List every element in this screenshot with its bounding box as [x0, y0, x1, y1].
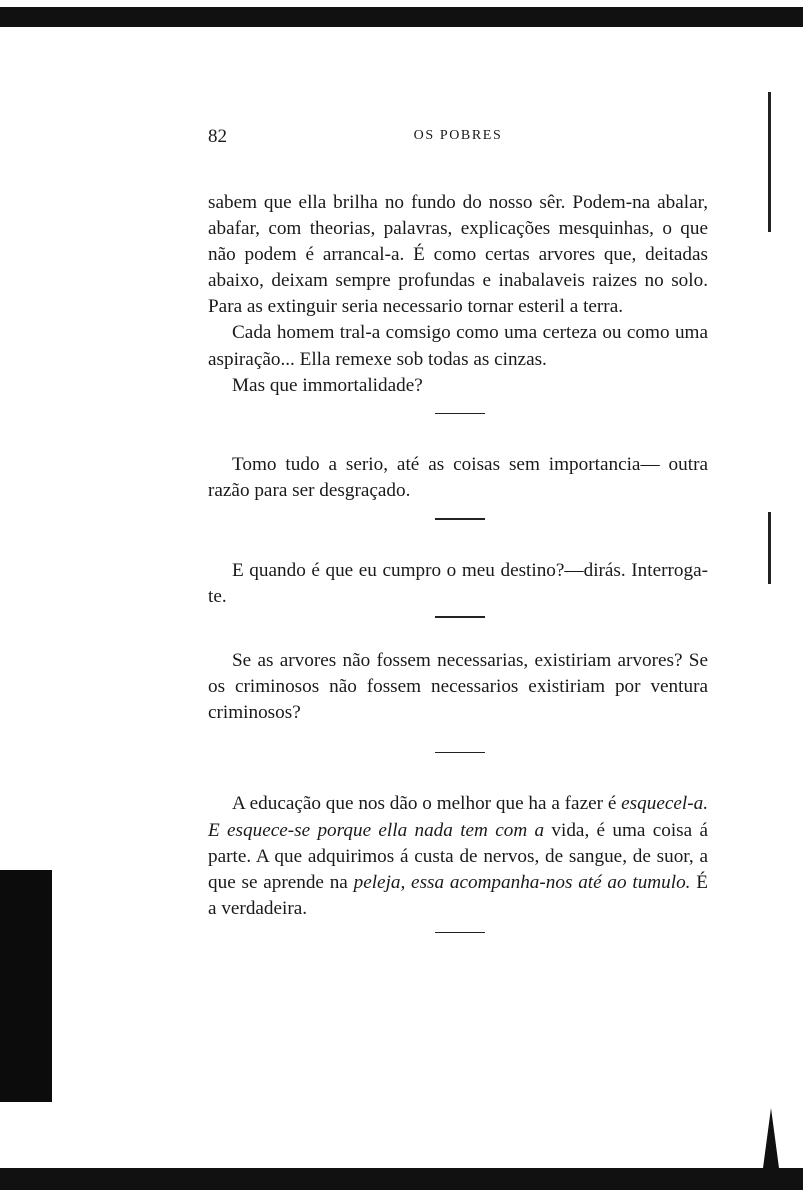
scan-edge-line: [768, 92, 771, 232]
scan-border-bottom: [0, 1168, 803, 1190]
text-run: É a verdadeira.: [208, 871, 708, 919]
page-header: [208, 126, 708, 150]
scan-border-top: [0, 7, 803, 27]
section-divider: [435, 616, 485, 618]
section-divider: [435, 413, 485, 415]
section-divider: [435, 752, 485, 754]
paragraph: Se as arvores não fossem necessarias, existiriam arvores? Se os criminosos não fossem necessarios existiriam por ventura criminosos?: [208, 649, 708, 723]
paragraph: sabem que ella brilha no fundo do nosso sêr. Podem-na abalar, abafar, com theorias, palavras, explicações mesquinhas, o que não podem é arrancal-a. É como certas arvores que, deitadas abaixo, deixam sempre profundas e inabalaveis raizes no solo. Para as extinguir seria necessario tornar esteril a terra.: [208, 192, 708, 318]
italic-run: peleja, essa acompanha-nos até ao tumulo.: [353, 871, 691, 893]
section-divider: [435, 932, 485, 934]
scan-corner-mark: [763, 1108, 779, 1168]
scan-margin-shadow: [0, 870, 52, 1102]
paragraph: Tomo tudo a serio, até as coisas sem importancia— outra razão para ser desgraçado.: [208, 454, 708, 502]
text-run: vida, é uma coisa á parte. A que adquirimos á custa de nervos, de sangue, de suor, a que se aprende na: [208, 819, 708, 893]
running-title: OS POBRES: [413, 128, 503, 143]
paragraph-final: [208, 791, 708, 921]
scan-edge-line: [768, 512, 771, 584]
page-number: 82: [208, 126, 227, 147]
section-divider: [435, 518, 485, 520]
page-body: [208, 190, 708, 933]
text-run: A educação que nos dão o melhor que ha a fazer é: [232, 793, 622, 815]
paragraph: Mas que immortalidade?: [232, 374, 423, 396]
paragraph: Cada homem tral-a comsigo como uma certeza ou como uma aspiração... Ella remexe sob todas as cinzas.: [208, 322, 708, 370]
italic-run: esquecel-a. E esquece-se porque ella nada tem com a: [208, 793, 708, 841]
paragraph: E quando é que eu cumpro o meu destino?—dirás. Interroga-te.: [208, 559, 708, 608]
